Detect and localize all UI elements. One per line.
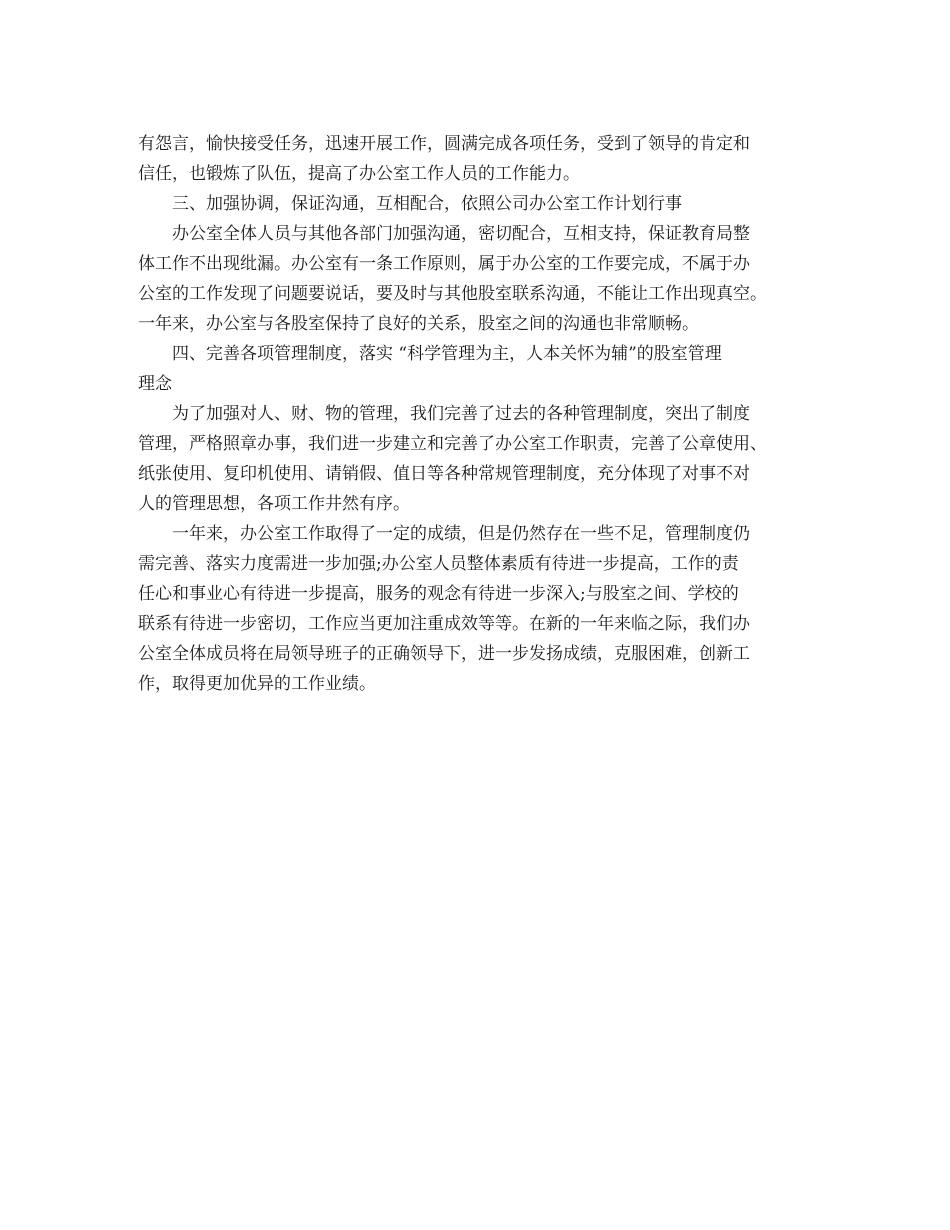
- text-line: 联系有待进一步密切，工作应当更加注重成效等等。在新的一年来临之际，我们办: [138, 614, 750, 634]
- document-body: [138, 129, 838, 699]
- text-line: 人的管理思想，各项工作井然有序。: [138, 494, 410, 514]
- text-line: 需完善、落实力度需进一步加强;办公室人员整体素质有待进一步提高，工作的责: [138, 554, 739, 574]
- text-line: 一年来，办公室与各股室保持了良好的关系，股室之间的沟通也非常顺畅。: [138, 314, 699, 334]
- text-line: 管理，严格照章办事，我们进一步建立和完善了办公室工作职责，完善了公章使用、: [138, 434, 767, 454]
- paragraph-continuation: [138, 129, 838, 189]
- text-line: 办公室全体人员与其他各部门加强沟通，密切配合，互相支持，保证教育局整: [172, 224, 750, 244]
- text-line: 公室全体成员将在局领导班子的正确领导下，进一步发扬成绩，克服困难，创新工: [138, 644, 750, 664]
- paragraph-management: [138, 399, 838, 519]
- paragraph-summary: [138, 519, 838, 699]
- text-line: 理念: [138, 374, 172, 394]
- text-line: 作，取得更加优异的工作业绩。: [138, 674, 376, 694]
- text-line: 为了加强对人、财、物的管理，我们完善了过去的各种管理制度，突出了制度: [172, 404, 750, 424]
- section-heading-4: [138, 339, 838, 399]
- text-line: 任心和事业心有待进一步提高，服务的观念有待进一步深入;与股室之间、学校的: [138, 584, 739, 604]
- text-line: 四、完善各项管理制度，落实 “科学管理为主，人本关怀为辅”的股室管理: [172, 344, 722, 364]
- text-line: 一年来，办公室工作取得了一定的成绩，但是仍然存在一些不足，管理制度仍: [172, 524, 750, 544]
- text-line: 公室的工作发现了问题要说话，要及时与其他股室联系沟通，不能让工作出现真空。: [138, 284, 767, 304]
- text-line: 信任，也锻炼了队伍，提高了办公室工作人员的工作能力。: [138, 164, 580, 184]
- section-heading-3: [138, 189, 838, 219]
- text-line: 纸张使用、复印机使用、请销假、值日等各种常规管理制度，充分体现了对事不对: [138, 464, 750, 484]
- text-line: 三、加强协调，保证沟通，互相配合，依照公司办公室工作计划行事: [172, 194, 682, 214]
- paragraph-coordination: [138, 219, 838, 339]
- text-line: 有怨言，愉快接受任务，迅速开展工作，圆满完成各项任务，受到了领导的肯定和: [138, 134, 750, 154]
- text-line: 体工作不出现纰漏。办公室有一条工作原则，属于办公室的工作要完成，不属于办: [138, 254, 750, 274]
